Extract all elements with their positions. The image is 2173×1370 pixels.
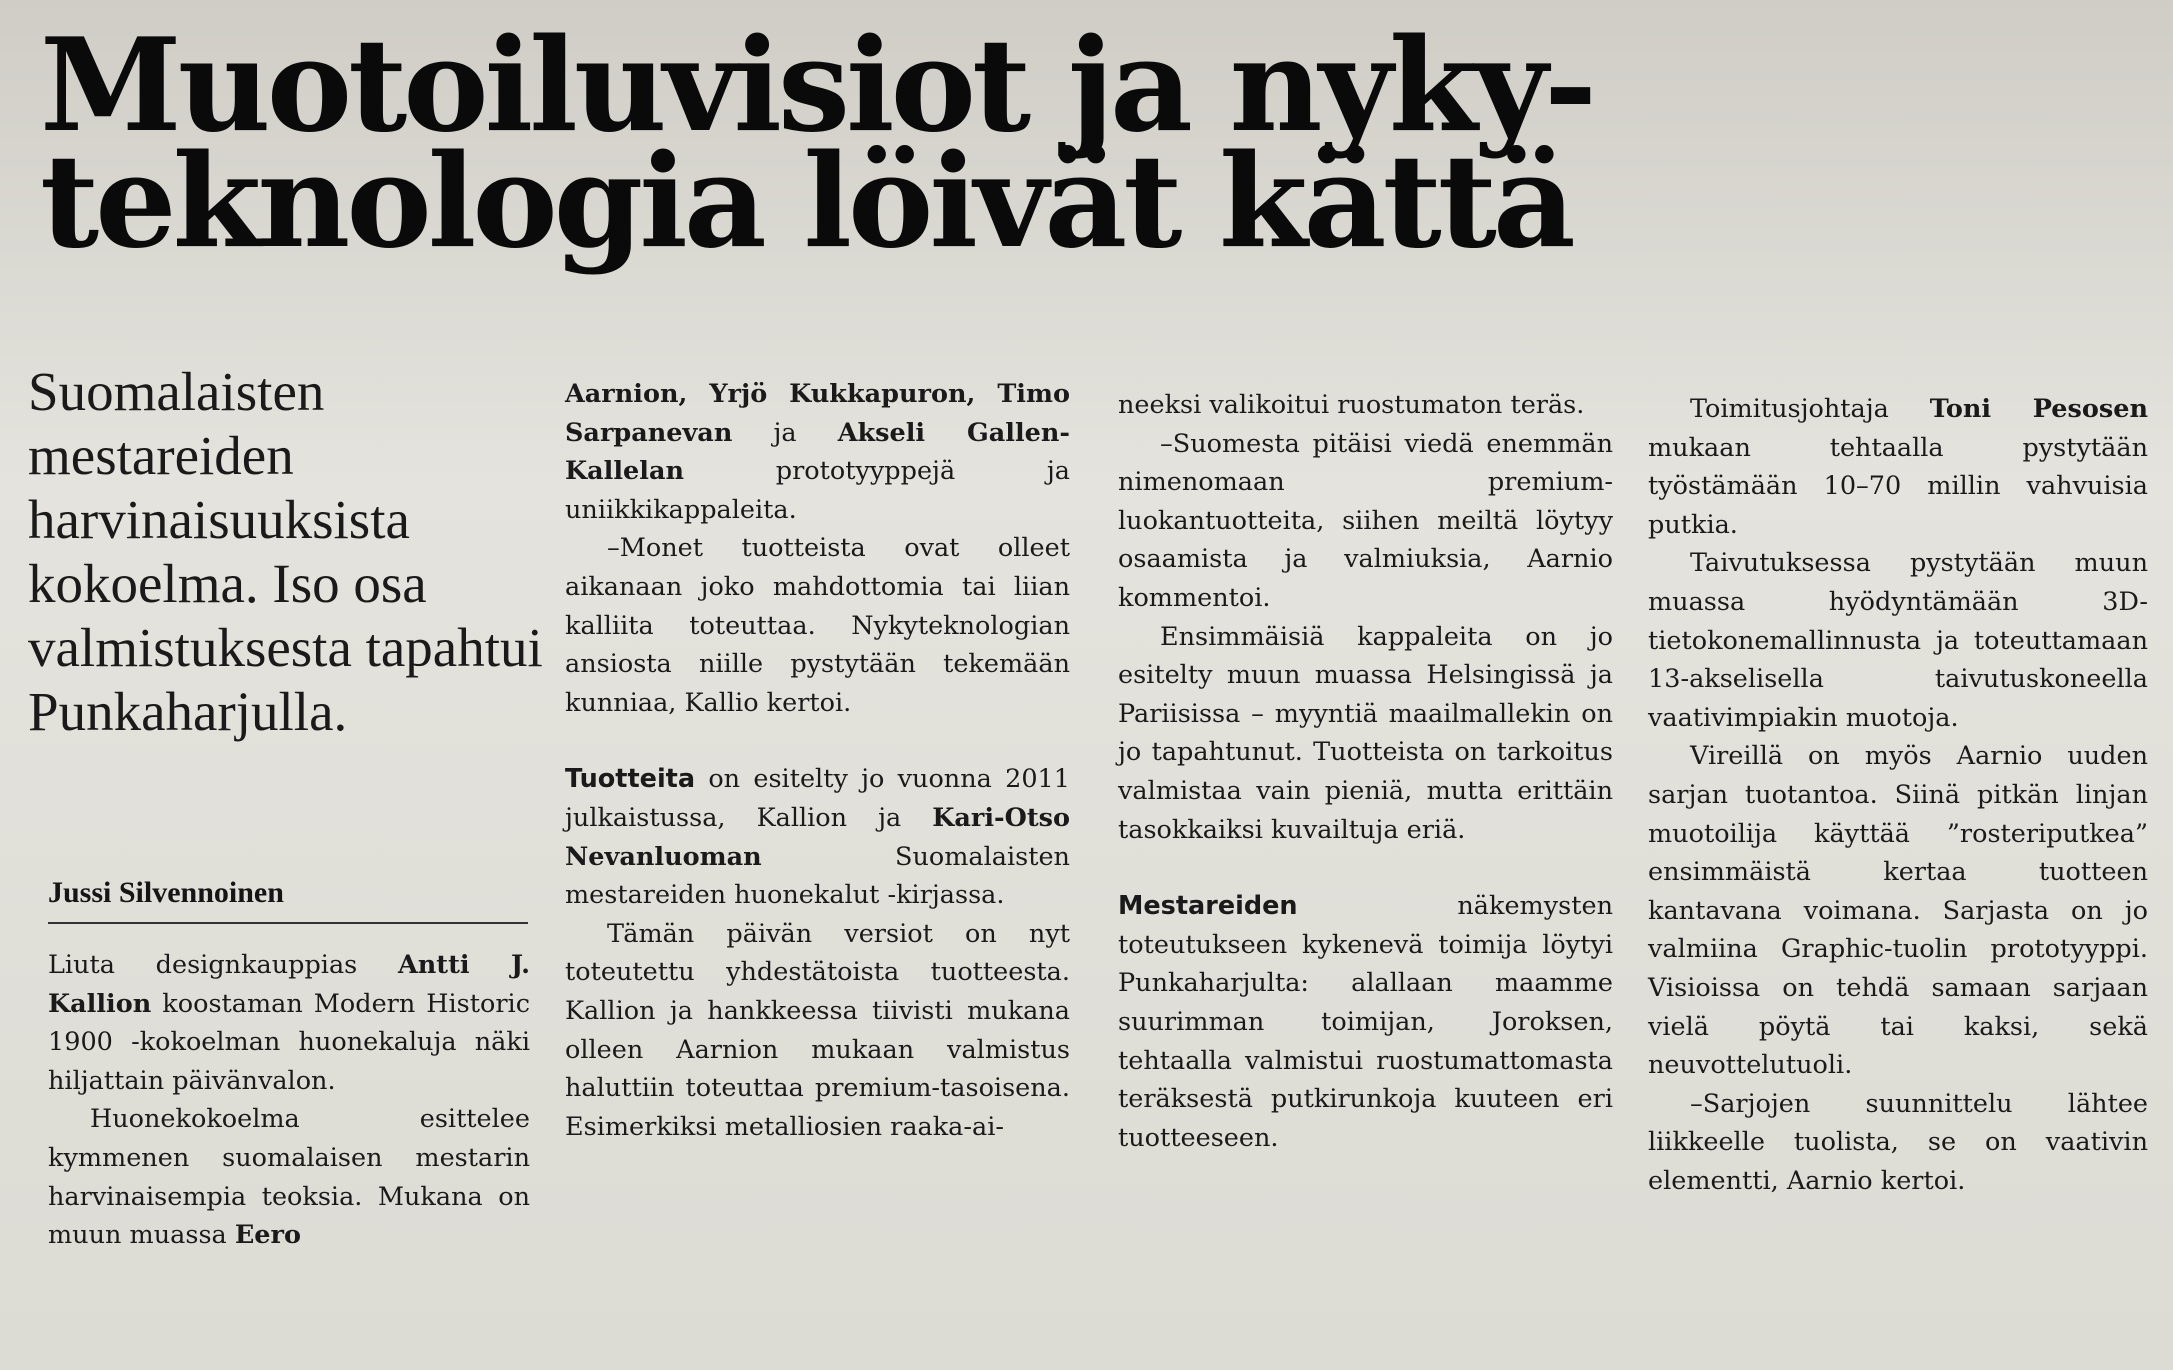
deck-subheading: Suomalaisten mestareiden harvinaisuuksista kokoelma. Iso osa valmistuksesta tapahtui Punkaharjulla. xyxy=(28,361,543,742)
column-2 xyxy=(565,375,1070,1146)
column-3 xyxy=(1118,386,1613,1157)
headline-line-1: Muotoiluvisiot ja nyky- xyxy=(40,11,1594,161)
paragraph: Vireillä on myös Aarnio uuden sarjan tuotantoa. Siinä pitkän linjan muotoilija käyttää ”rosteriputkea” ensimmäistä kertaa tuotteen kantavana voimana. Sarjasta on jo valmiina Graphic-tuolin prototyyppi. Visioissa on tehdä samaan sarjaan vielä pöytä tai kaksi, sekä neuvottelutuoli. xyxy=(1648,741,2148,1081)
paragraph: Ensimmäisiä kappaleita on jo esitelty muun muassa Helsingissä ja Pariisissa – myyntiä maailmallekin on jo tapahtunut. Tuotteista on tarkoitus valmistaa vain pieniä, mutta erittäin tasokkaiksi kuvailtuja eriä. xyxy=(1118,621,1613,845)
paragraph: Toimitusjohtaja Toni Pesosen mukaan tehtaalla pystytään työstämään 10–70 millin vahvuisia putkia. xyxy=(1648,394,2148,540)
paragraph: Tuotteita on esitelty jo vuonna 2011 julkaistussa, Kallion ja Kari-Otso Nevanluoman Suomalaisten mestareiden huonekalut -kirjassa. xyxy=(565,764,1070,911)
headline-line-2: teknologia löivät kättä xyxy=(40,127,1572,277)
byline: Jussi Silvennoinen xyxy=(48,876,528,924)
column-4 xyxy=(1648,390,2148,1200)
paragraph: neeksi valikoitui ruostumaton teräs. xyxy=(1118,390,1585,420)
paragraph: Mestareiden näkemysten toteutukseen kykenevä toimija löytyi Punkaharjulta: alallaan maamme suurimman toimijan, Joroksen, tehtaalla valmistui ruostumattomasta teräksestä putkirunkoja kuuteen eri tuotteeseen. xyxy=(1118,891,1613,1153)
paragraph: Taivutuksessa pystytään muun muassa hyödyntämään 3D-tietokonemallinnusta ja toteuttamaan 13-akselisella taivutuskoneella vaativimpiakin muotoja. xyxy=(1648,548,2148,733)
paragraph: Huonekokoelma esittelee kymmenen suomalaisen mestarin harvinaisempia teoksia. Mukana on muun muassa Eero xyxy=(48,1104,530,1251)
paragraph: –Monet tuotteista ovat olleet aikanaan joko mahdottomia tai liian kalliita toteuttaa. Nykyteknologian ansiosta niille pystytään tekemään kunniaa, Kallio kertoi. xyxy=(565,533,1070,718)
headline xyxy=(40,11,2140,277)
column-1 xyxy=(48,946,530,1255)
paragraph: Liuta designkauppias Antti J. Kallion koostaman Modern Historic 1900 -kokoelman huonekaluja näki hiljattain päivänvalon. xyxy=(48,950,530,1096)
paragraph: Aarnion, Yrjö Kukkapuron, Timo Sarpanevan ja Akseli Gallen-Kallelan prototyyppejä ja uniikkikappaleita. xyxy=(565,379,1070,525)
paragraph: –Sarjojen suunnittelu lähtee liikkeelle tuolista, se on vaativin elementti, Aarnio kertoi. xyxy=(1648,1088,2148,1196)
paragraph: Tämän päivän versiot on nyt toteutettu yhdestätoista tuotteesta. Kallion ja hankkeessa tiivisti mukana olleen Aarnion mukaan valmistus haluttiin toteuttaa premium-tasoisena. Esimerkiksi metalliosien raaka-ai- xyxy=(565,918,1070,1142)
paragraph: –Suomesta pitäisi viedä enemmän nimenomaan premium-luokantuotteita, siihen meiltä löytyy osaamista ja valmiuksia, Aarnio kommentoi. xyxy=(1118,428,1613,613)
